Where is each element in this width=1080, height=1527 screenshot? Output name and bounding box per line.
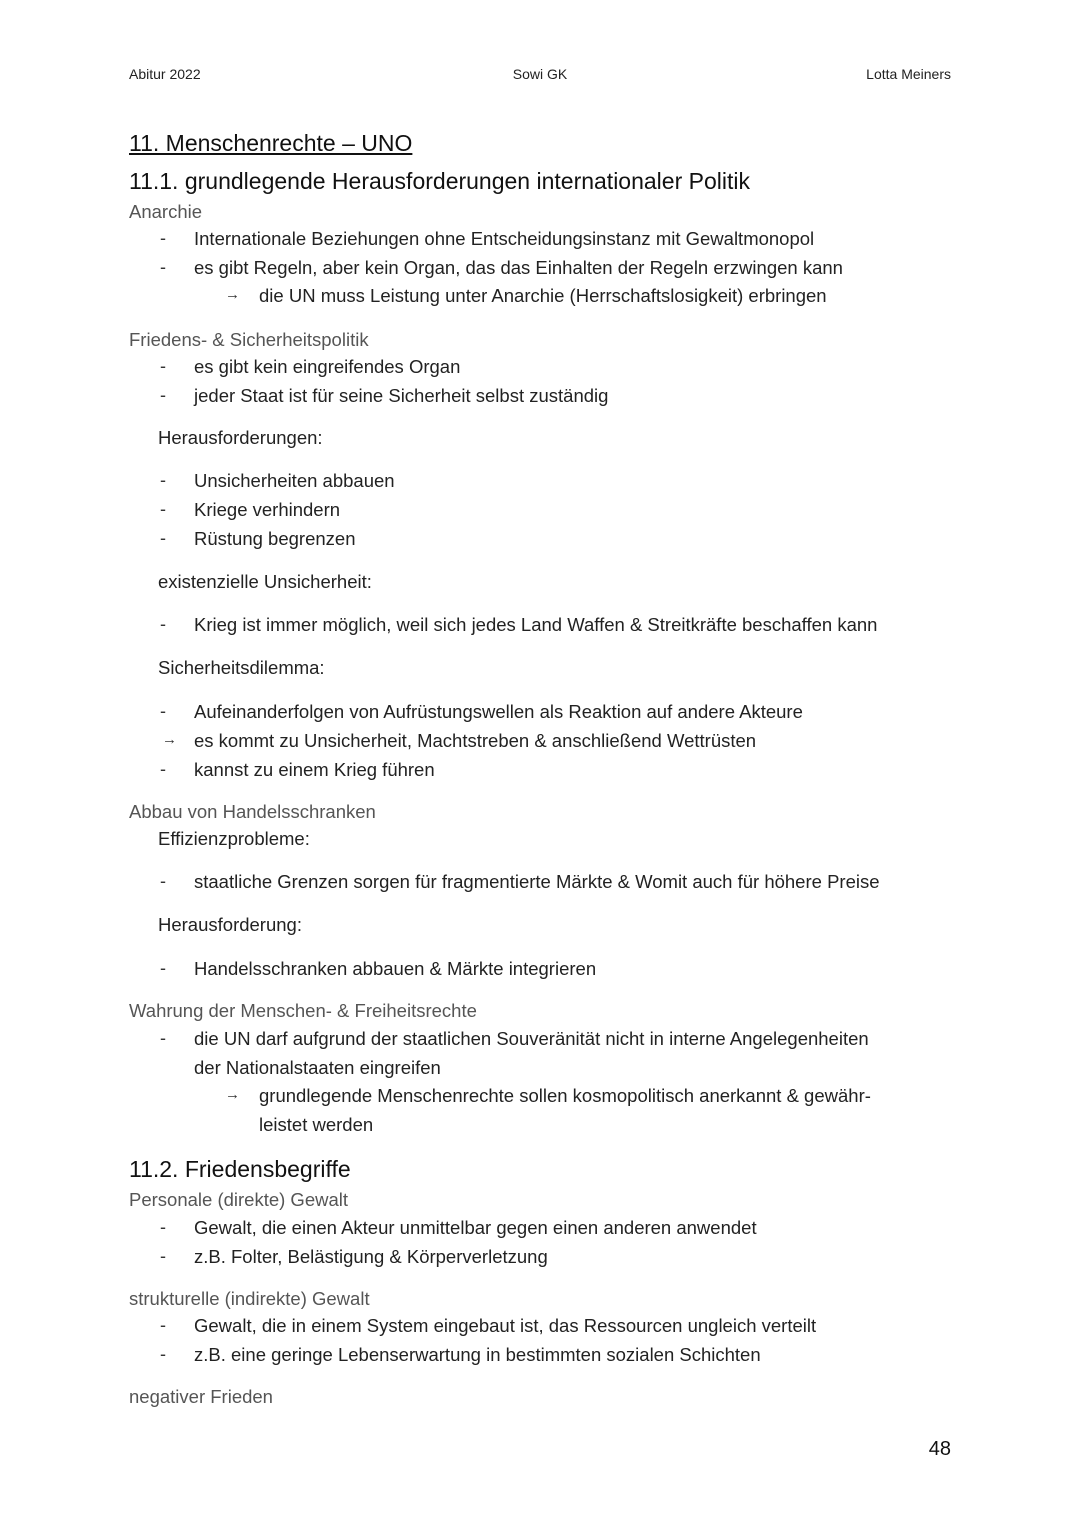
list-item: Rüstung begrenzen — [194, 528, 356, 549]
list-item: z.B. Folter, Belästigung & Körperverletzung — [194, 1246, 548, 1267]
dash-marker: - — [160, 356, 166, 376]
label-effizienz: Effizienzprobleme: — [158, 828, 310, 849]
label-herausforderungen: Herausforderungen: — [158, 427, 323, 448]
subheading-anarchie: Anarchie — [129, 201, 203, 222]
dash-marker: - — [160, 701, 166, 721]
dash-marker: - — [160, 958, 166, 978]
dash-marker: - — [160, 759, 166, 779]
list-item: Internationale Beziehungen ohne Entscheidungsinstanz mit Gewaltmonopol — [194, 228, 815, 249]
arrow-right-icon: → — [225, 1086, 240, 1103]
list-item-continuation: leistet werden — [259, 1114, 374, 1135]
list-item: jeder Staat ist für seine Sicherheit selbst zuständig — [194, 385, 609, 406]
list-item: Aufeinanderfolgen von Aufrüstungswellen als Reaktion auf andere Akteure — [194, 701, 803, 722]
list-item: Kriege verhindern — [194, 499, 341, 520]
dash-marker: - — [160, 1246, 166, 1266]
header-right: Lotta Meiners — [866, 66, 951, 82]
dash-marker: - — [160, 257, 166, 277]
list-item: kannst zu einem Krieg führen — [194, 759, 435, 780]
page-title: 11. Menschenrechte – UNO — [129, 130, 413, 156]
dash-marker: - — [160, 499, 166, 519]
list-item-continuation: der Nationalstaaten eingreifen — [194, 1057, 441, 1078]
arrow-right-icon: → — [162, 731, 177, 748]
subheading-strukturell: strukturelle (indirekte) Gewalt — [129, 1288, 370, 1309]
dash-marker: - — [160, 1344, 166, 1364]
dash-marker: - — [160, 470, 166, 490]
list-item-arrow: grundlegende Menschenrechte sollen kosmopolitisch anerkannt & gewähr- — [259, 1085, 871, 1106]
list-item: Krieg ist immer möglich, weil sich jedes Land Waffen & Streitkräfte beschaffen kann — [194, 614, 878, 635]
dash-marker: - — [160, 1028, 166, 1048]
header-center: Sowi GK — [512, 66, 568, 82]
list-item: es kommt zu Unsicherheit, Machtstreben & anschließend Wettrüsten — [194, 730, 757, 751]
list-item: Gewalt, die einen Akteur unmittelbar gegen einen anderen anwendet — [194, 1217, 757, 1238]
dash-marker: - — [160, 614, 166, 634]
label-existenziell: existenzielle Unsicherheit: — [158, 571, 372, 592]
dash-marker: - — [160, 1315, 166, 1335]
dash-marker: - — [160, 1217, 166, 1237]
subheading-menschenrechte: Wahrung der Menschen- & Freiheitsrechte — [129, 1000, 477, 1021]
list-item: Unsicherheiten abbauen — [194, 470, 395, 491]
header-left: Abitur 2022 — [129, 66, 201, 82]
dash-marker: - — [160, 528, 166, 548]
section-heading-11-1: 11.1. grundlegende Herausforderungen internationaler Politik — [129, 168, 750, 194]
dash-marker: - — [160, 228, 166, 248]
subheading-negativ: negativer Frieden — [129, 1386, 273, 1407]
list-item: Handelsschranken abbauen & Märkte integrieren — [194, 958, 597, 979]
dash-marker: - — [160, 385, 166, 405]
section-heading-11-2: 11.2. Friedensbegriffe — [129, 1156, 351, 1182]
list-item-arrow: die UN muss Leistung unter Anarchie (Herrschaftslosigkeit) erbringen — [259, 285, 827, 306]
list-item: staatliche Grenzen sorgen für fragmentierte Märkte & Womit auch für höhere Preise — [194, 871, 880, 892]
label-herausforderung: Herausforderung: — [158, 914, 302, 935]
subheading-handel: Abbau von Handelsschranken — [129, 801, 376, 822]
arrow-right-icon: → — [225, 286, 240, 303]
label-dilemma: Sicherheitsdilemma: — [158, 657, 325, 678]
list-item: z.B. eine geringe Lebenserwartung in bestimmten sozialen Schichten — [194, 1344, 761, 1365]
subheading-personal: Personale (direkte) Gewalt — [129, 1189, 349, 1210]
list-item: die UN darf aufgrund der staatlichen Souveränität nicht in interne Angelegenheiten — [194, 1028, 869, 1049]
page-number: 48 — [928, 1438, 951, 1460]
dash-marker: - — [160, 871, 166, 891]
list-item: Gewalt, die in einem System eingebaut ist, das Ressourcen ungleich verteilt — [194, 1315, 817, 1336]
subheading-frieden: Friedens- & Sicherheitspolitik — [129, 329, 369, 350]
list-item: es gibt Regeln, aber kein Organ, das das Einhalten der Regeln erzwingen kann — [194, 257, 843, 278]
list-item: es gibt kein eingreifendes Organ — [194, 356, 461, 377]
